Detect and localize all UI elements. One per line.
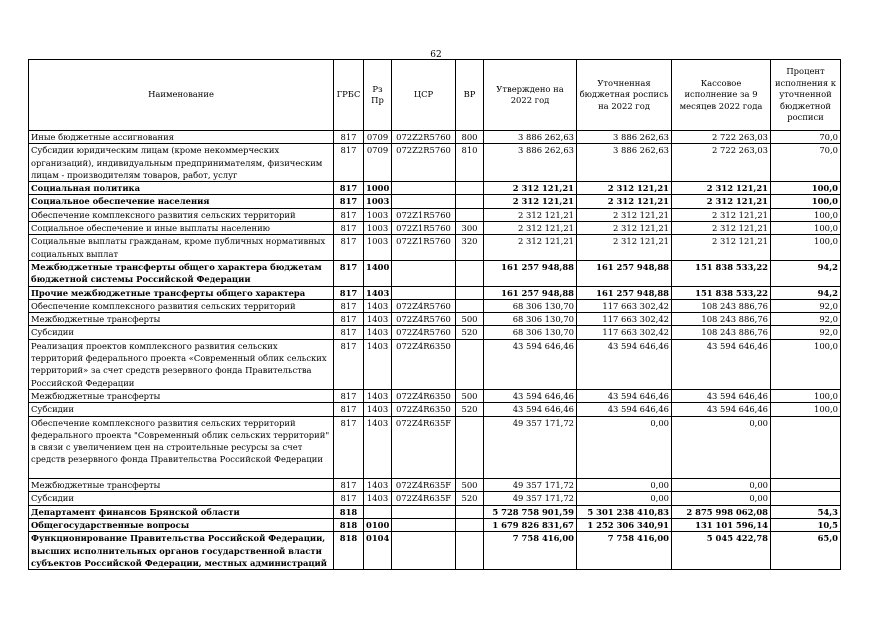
table-row [29, 313, 841, 326]
cell-cash: 2 312 121,21 [672, 222, 771, 235]
cell-refined: 0,00 [577, 479, 672, 492]
table-row [29, 492, 841, 505]
cell-approved: 2 312 121,21 [484, 222, 577, 235]
cell-percent: 100,0 [771, 235, 841, 261]
cell-csr: 072Z4R5760 [392, 326, 456, 339]
cell-approved: 49 357 171,72 [484, 492, 577, 505]
cell-grbs: 817 [334, 479, 364, 492]
cell-approved: 1 679 826 831,67 [484, 518, 577, 531]
cell-refined: 43 594 646,46 [577, 339, 672, 389]
cell-rzpr: 1403 [364, 326, 392, 339]
table-row [29, 286, 841, 299]
cell-vr: 800 [456, 131, 484, 144]
cell-grbs: 817 [334, 222, 364, 235]
header-grbs: ГРБС [334, 60, 364, 131]
cell-vr [456, 260, 484, 286]
cell-grbs: 817 [334, 131, 364, 144]
cell-name: Межбюджетные трансферты [29, 313, 334, 326]
cell-approved: 7 758 416,00 [484, 532, 577, 570]
cell-csr [392, 518, 456, 531]
budget-table [28, 59, 841, 570]
cell-percent: 94,2 [771, 260, 841, 286]
cell-vr [456, 416, 484, 479]
cell-csr [392, 286, 456, 299]
cell-rzpr: 0709 [364, 144, 392, 182]
header-cash: Кассовое исполнение за 9 месяцев 2022 года [672, 60, 771, 131]
cell-grbs: 817 [334, 313, 364, 326]
cell-rzpr: 1403 [364, 299, 392, 312]
cell-refined: 43 594 646,46 [577, 403, 672, 416]
cell-vr [456, 195, 484, 208]
cell-rzpr: 1403 [364, 339, 392, 389]
header-approved: Утверждено на 2022 год [484, 60, 577, 131]
cell-cash: 131 101 596,14 [672, 518, 771, 531]
cell-csr [392, 532, 456, 570]
cell-vr [456, 182, 484, 195]
cell-refined: 161 257 948,88 [577, 260, 672, 286]
cell-csr: 072Z4R6350 [392, 389, 456, 402]
cell-name: Межбюджетные трансферты [29, 389, 334, 402]
table-row [29, 222, 841, 235]
cell-rzpr: 1403 [364, 479, 392, 492]
cell-percent: 65,0 [771, 532, 841, 570]
cell-approved: 68 306 130,70 [484, 326, 577, 339]
cell-grbs: 817 [334, 403, 364, 416]
cell-percent: 100,0 [771, 208, 841, 221]
cell-csr [392, 260, 456, 286]
cell-name: Обеспечение комплексного развития сельских территорий [29, 299, 334, 312]
cell-refined: 5 301 238 410,83 [577, 505, 672, 518]
cell-grbs: 817 [334, 299, 364, 312]
table-header-row [29, 60, 841, 131]
table-row [29, 518, 841, 531]
cell-vr [456, 339, 484, 389]
cell-approved: 2 312 121,21 [484, 235, 577, 261]
cell-cash: 2 312 121,21 [672, 182, 771, 195]
cell-approved: 68 306 130,70 [484, 299, 577, 312]
table-row [29, 532, 841, 570]
cell-rzpr: 1003 [364, 222, 392, 235]
cell-percent: 54,3 [771, 505, 841, 518]
table-row [29, 416, 841, 479]
table-row [29, 389, 841, 402]
cell-vr: 500 [456, 389, 484, 402]
header-name: Наименование [29, 60, 334, 131]
cell-name: Социальное обеспечение населения [29, 195, 334, 208]
cell-grbs: 817 [334, 235, 364, 261]
cell-cash: 5 045 422,78 [672, 532, 771, 570]
cell-name: Иные бюджетные ассигнования [29, 131, 334, 144]
cell-vr: 500 [456, 313, 484, 326]
cell-grbs: 818 [334, 505, 364, 518]
cell-csr: 072Z2R5760 [392, 131, 456, 144]
cell-approved: 43 594 646,46 [484, 403, 577, 416]
table-row [29, 131, 841, 144]
cell-csr: 072Z4R635F [392, 479, 456, 492]
cell-name: Общегосударственные вопросы [29, 518, 334, 531]
page-number: 62 [430, 50, 442, 60]
cell-refined: 7 758 416,00 [577, 532, 672, 570]
cell-cash: 2 875 998 062,08 [672, 505, 771, 518]
cell-percent: 100,0 [771, 339, 841, 389]
cell-name: Департамент финансов Брянской области [29, 505, 334, 518]
cell-rzpr: 1000 [364, 182, 392, 195]
cell-csr: 072Z2R5760 [392, 144, 456, 182]
cell-name: Субсидии [29, 492, 334, 505]
cell-approved: 43 594 646,46 [484, 389, 577, 402]
cell-percent [771, 416, 841, 479]
cell-cash: 0,00 [672, 416, 771, 479]
table-row [29, 326, 841, 339]
cell-cash: 0,00 [672, 492, 771, 505]
cell-grbs: 817 [334, 326, 364, 339]
cell-cash: 0,00 [672, 479, 771, 492]
header-csr: ЦСР [392, 60, 456, 131]
header-percent: Процент исполнения к уточненной бюджетной росписи [771, 60, 841, 131]
table-row [29, 339, 841, 389]
cell-rzpr: 0709 [364, 131, 392, 144]
cell-rzpr: 1403 [364, 416, 392, 479]
cell-approved: 49 357 171,72 [484, 416, 577, 479]
cell-approved: 2 312 121,21 [484, 195, 577, 208]
cell-rzpr: 1403 [364, 313, 392, 326]
cell-percent: 70,0 [771, 144, 841, 182]
cell-rzpr: 1403 [364, 492, 392, 505]
cell-csr: 072Z1R5760 [392, 222, 456, 235]
cell-rzpr: 1003 [364, 235, 392, 261]
cell-grbs: 817 [334, 260, 364, 286]
cell-refined: 3 886 262,63 [577, 144, 672, 182]
cell-grbs: 817 [334, 195, 364, 208]
cell-rzpr: 0100 [364, 518, 392, 531]
cell-rzpr: 1403 [364, 286, 392, 299]
header-rzpr: Рз Пр [364, 60, 392, 131]
cell-refined: 2 312 121,21 [577, 235, 672, 261]
cell-grbs: 817 [334, 389, 364, 402]
cell-refined: 117 663 302,42 [577, 313, 672, 326]
cell-refined: 3 886 262,63 [577, 131, 672, 144]
cell-refined: 2 312 121,21 [577, 208, 672, 221]
cell-rzpr: 0104 [364, 532, 392, 570]
cell-name: Субсидии [29, 403, 334, 416]
cell-vr: 810 [456, 144, 484, 182]
cell-refined: 2 312 121,21 [577, 182, 672, 195]
table-row [29, 208, 841, 221]
cell-csr: 072Z4R5760 [392, 313, 456, 326]
cell-percent: 92,0 [771, 313, 841, 326]
cell-cash: 43 594 646,46 [672, 339, 771, 389]
table-row [29, 260, 841, 286]
cell-csr [392, 182, 456, 195]
cell-rzpr: 1403 [364, 389, 392, 402]
cell-approved: 68 306 130,70 [484, 313, 577, 326]
cell-approved: 3 886 262,63 [484, 144, 577, 182]
cell-refined: 0,00 [577, 492, 672, 505]
cell-vr [456, 208, 484, 221]
cell-percent: 10,5 [771, 518, 841, 531]
cell-percent [771, 479, 841, 492]
table-row [29, 144, 841, 182]
cell-name: Реализация проектов комплексного развития сельских территорий федерального проекта «Современный облик сельских территорий» за счет средств резервного фонда Правительства Российской Федерации [29, 339, 334, 389]
cell-grbs: 817 [334, 208, 364, 221]
cell-cash: 43 594 646,46 [672, 389, 771, 402]
cell-approved: 161 257 948,88 [484, 286, 577, 299]
cell-vr: 320 [456, 235, 484, 261]
cell-csr: 072Z4R635F [392, 492, 456, 505]
cell-cash: 108 243 886,76 [672, 313, 771, 326]
cell-vr: 500 [456, 479, 484, 492]
table-row [29, 182, 841, 195]
cell-percent [771, 492, 841, 505]
cell-cash: 2 312 121,21 [672, 208, 771, 221]
table-row [29, 479, 841, 492]
cell-name: Обеспечение комплексного развития сельских территорий [29, 208, 334, 221]
cell-grbs: 817 [334, 492, 364, 505]
cell-approved: 2 312 121,21 [484, 208, 577, 221]
cell-name: Социальное обеспечение и иные выплаты населению [29, 222, 334, 235]
cell-vr [456, 299, 484, 312]
cell-name: Функционирование Правительства Российской Федерации, высших исполнительных органов государственной власти субъектов Российской Федерации, местных администраций [29, 532, 334, 570]
cell-rzpr: 1003 [364, 195, 392, 208]
cell-csr: 072Z1R5760 [392, 208, 456, 221]
cell-cash: 151 838 533,22 [672, 286, 771, 299]
cell-grbs: 817 [334, 144, 364, 182]
cell-percent: 94,2 [771, 286, 841, 299]
cell-name: Социальная политика [29, 182, 334, 195]
cell-rzpr: 1400 [364, 260, 392, 286]
cell-vr [456, 505, 484, 518]
cell-cash: 2 312 121,21 [672, 235, 771, 261]
table-row [29, 235, 841, 261]
cell-percent: 100,0 [771, 389, 841, 402]
cell-name: Субсидии юридическим лицам (кроме некоммерческих организаций), индивидуальным предпринимателям, физическим лицам - производителям товаров, работ, услуг [29, 144, 334, 182]
cell-csr: 072Z4R635F [392, 416, 456, 479]
cell-vr: 300 [456, 222, 484, 235]
cell-vr [456, 286, 484, 299]
cell-grbs: 818 [334, 518, 364, 531]
cell-cash: 2 722 263,03 [672, 144, 771, 182]
cell-csr [392, 195, 456, 208]
cell-csr: 072Z1R5760 [392, 235, 456, 261]
cell-cash: 108 243 886,76 [672, 326, 771, 339]
cell-csr [392, 505, 456, 518]
cell-approved: 3 886 262,63 [484, 131, 577, 144]
cell-percent: 100,0 [771, 195, 841, 208]
cell-refined: 161 257 948,88 [577, 286, 672, 299]
cell-vr [456, 518, 484, 531]
cell-refined: 2 312 121,21 [577, 222, 672, 235]
cell-percent: 100,0 [771, 403, 841, 416]
cell-cash: 2 722 263,03 [672, 131, 771, 144]
cell-refined: 117 663 302,42 [577, 299, 672, 312]
cell-grbs: 818 [334, 532, 364, 570]
cell-vr: 520 [456, 326, 484, 339]
cell-approved: 5 728 758 901,59 [484, 505, 577, 518]
cell-approved: 49 357 171,72 [484, 479, 577, 492]
cell-percent: 92,0 [771, 299, 841, 312]
cell-name: Прочие межбюджетные трансферты общего характера [29, 286, 334, 299]
cell-csr: 072Z4R5760 [392, 299, 456, 312]
cell-vr: 520 [456, 492, 484, 505]
cell-refined: 43 594 646,46 [577, 389, 672, 402]
cell-rzpr: 1003 [364, 208, 392, 221]
cell-csr: 072Z4R6350 [392, 403, 456, 416]
table-row [29, 505, 841, 518]
cell-cash: 2 312 121,21 [672, 195, 771, 208]
cell-rzpr [364, 505, 392, 518]
cell-grbs: 817 [334, 286, 364, 299]
cell-percent: 92,0 [771, 326, 841, 339]
table-row [29, 299, 841, 312]
cell-cash: 43 594 646,46 [672, 403, 771, 416]
cell-name: Межбюджетные трансферты [29, 479, 334, 492]
header-vr: ВР [456, 60, 484, 131]
cell-rzpr: 1403 [364, 403, 392, 416]
cell-grbs: 817 [334, 416, 364, 479]
cell-csr: 072Z4R6350 [392, 339, 456, 389]
cell-cash: 108 243 886,76 [672, 299, 771, 312]
cell-refined: 0,00 [577, 416, 672, 479]
table-row [29, 195, 841, 208]
cell-refined: 1 252 306 340,91 [577, 518, 672, 531]
cell-name: Обеспечение комплексного развития сельских территорий федерального проекта "Современный облик сельских территорий" в связи с увеличением цен на строительные ресурсы за счет средств резервного фонда Правительства Российской Федерации [29, 416, 334, 479]
cell-grbs: 817 [334, 339, 364, 389]
cell-approved: 161 257 948,88 [484, 260, 577, 286]
cell-percent: 100,0 [771, 182, 841, 195]
cell-approved: 43 594 646,46 [484, 339, 577, 389]
cell-percent: 100,0 [771, 222, 841, 235]
cell-name: Межбюджетные трансферты общего характера бюджетам бюджетной системы Российской Федерации [29, 260, 334, 286]
cell-cash: 151 838 533,22 [672, 260, 771, 286]
cell-vr: 520 [456, 403, 484, 416]
cell-grbs: 817 [334, 182, 364, 195]
header-refined: Уточненная бюджетная роспись на 2022 год [577, 60, 672, 131]
cell-refined: 2 312 121,21 [577, 195, 672, 208]
cell-refined: 117 663 302,42 [577, 326, 672, 339]
cell-percent: 70,0 [771, 131, 841, 144]
cell-vr [456, 532, 484, 570]
cell-name: Субсидии [29, 326, 334, 339]
cell-approved: 2 312 121,21 [484, 182, 577, 195]
cell-name: Социальные выплаты гражданам, кроме публичных нормативных социальных выплат [29, 235, 334, 261]
table-row [29, 403, 841, 416]
